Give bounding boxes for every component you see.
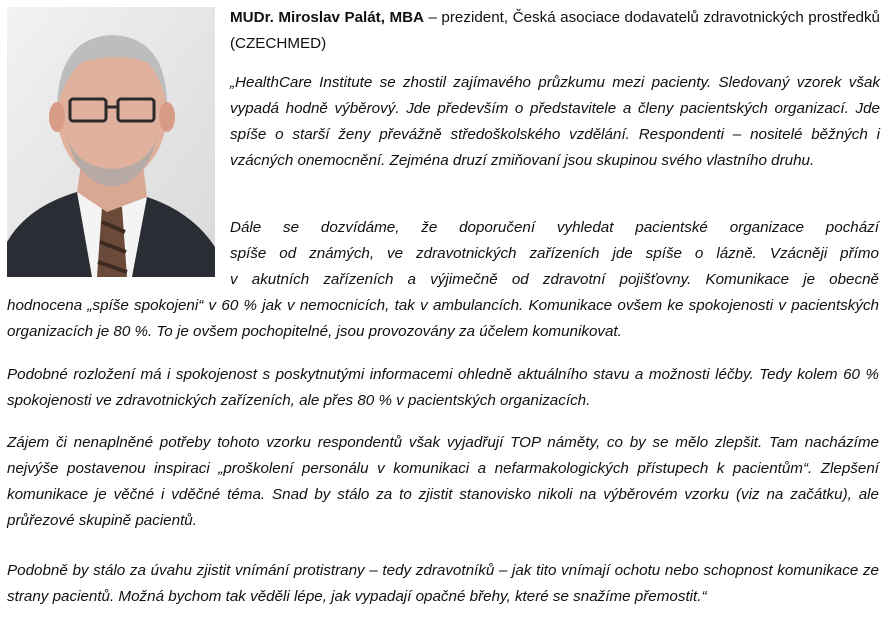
author-header	[230, 5, 880, 57]
paragraph-3: Podobné rozložení má i spokojenost s poskytnutými informacemi ohledně aktuálního stavu a možnosti léčby. Tedy kolem 60 % spokojenosti ve zdravotnických zařízeních, ale přes 80 % v pacientských organizacích.	[7, 366, 879, 409]
paragraph-1: „HealthCare Institute se zhostil zajímavého průzkumu mezi pacienty. Sledovaný vzorek však vypadá hodně výběrový. Jde především o představitele a členy pacientských organizací. Jde spíše o starší ženy převážně středoškolského vzdělání. Respondenti – nositelé běžných i vzácných onemocnění. Zejména druzí zmiňovaní jsou skupinou svého vlastního druhu.	[230, 74, 880, 169]
author-name: MUDr. Miroslav Palát, MBA	[230, 9, 425, 26]
paragraph-2-rest: hodnocena „spíše spokojeni“ v 60 % jak v nemocnicích, tak v ambulancích. Komunikace ovšem ke spokojenosti v pacientských organizacích je 80 %. To je ovšem pochopitelné, jsou provozovány za účelem komunikovat.	[7, 297, 879, 340]
paragraph-5: Podobně by stálo za úvahu zjistit vnímání protistrany – tedy zdravotníků – jak tito vnímají ochotu nebo schopnost komunikace ze strany pacientů. Možná bychom tak věděli lépe, jak vypadají opačné břehy, které se snažíme přemostit.“	[7, 562, 879, 605]
paragraph-2-line-1: Dále se dozvídáme, že doporučení vyhledat pacientské organizace pochází	[230, 219, 879, 236]
paragraph-4: Zájem či nenaplněné potřeby tohoto vzorku respondentů však vyjadřují TOP náměty, co by se mělo zlepšit. Tam nacházíme nejvýše postavenou inspiraci „proškolení personálu v komunikaci a nefarmakologických přístupech k pacientům“. Zlepšení komunikace je věčné i vděčné téma. Snad by stálo za to zjistit stanovisko nikoli na výběrovém vzorku (viz na začátku), ale průřezové skupině pacientů.	[7, 434, 879, 529]
author-role: – prezident, Česká asociace dodavatelů zdravotnických prostředků (CZECHMED)	[230, 9, 881, 52]
paragraph-2	[7, 215, 879, 345]
paragraph-2-line-2: spíše od známých, ve zdravotnických zařízeních jde spíše o lázně. Vzácněji přímo	[230, 245, 879, 262]
paragraph-2-line-3: v akutních zařízeních a výjimečně od zdravotní pojišťovny. Komunikace je obecně	[230, 271, 879, 288]
